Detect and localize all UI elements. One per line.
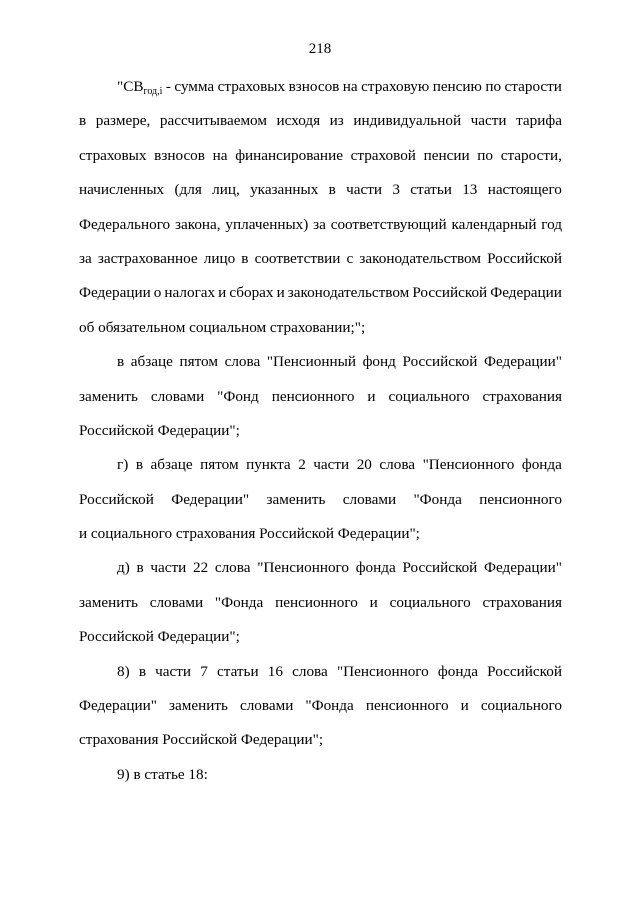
line-word: фонда xyxy=(355,559,396,577)
line-word: словами xyxy=(149,593,204,611)
line-word: части xyxy=(150,559,187,577)
line-word: абзаце xyxy=(150,456,193,474)
line-word: с xyxy=(346,249,354,267)
text-line: об обязательном социальном страховании;"; xyxy=(79,318,366,336)
line-word: слова xyxy=(224,353,261,371)
line-word: г) xyxy=(117,456,129,474)
line-word: статьи xyxy=(217,662,259,680)
line-word: по xyxy=(477,146,494,164)
line-word: статьи xyxy=(410,181,452,199)
line-word: Российской xyxy=(402,353,478,371)
line-word: 22 xyxy=(192,559,209,577)
line-word: фонда xyxy=(521,456,562,474)
line-word: исходя xyxy=(276,112,321,130)
page-number: 218 xyxy=(308,41,332,57)
line-word: заменить xyxy=(266,490,326,508)
line-word: сборах xyxy=(229,284,274,302)
line-word: 8) xyxy=(117,662,130,680)
line-word: за xyxy=(313,215,326,233)
line-word: заменить xyxy=(168,697,228,715)
line-word: социального xyxy=(480,697,562,715)
line-word: Российской xyxy=(412,284,488,302)
text-line xyxy=(79,380,562,414)
paragraph xyxy=(79,551,562,654)
line-word: Российской xyxy=(487,249,562,267)
line-word: части xyxy=(346,181,383,199)
line-word: социального xyxy=(389,593,471,611)
line-word: страховую xyxy=(361,78,430,95)
line-word: словами xyxy=(342,490,397,508)
text-line xyxy=(79,689,562,723)
line-word: части xyxy=(313,456,350,474)
line-word: старости xyxy=(504,78,562,95)
line-word: "Фонда xyxy=(305,697,354,715)
paragraph xyxy=(79,758,562,792)
text-line xyxy=(79,276,562,310)
line-word: соответствии xyxy=(254,249,341,267)
line-word: старости, xyxy=(500,146,562,164)
line-word: на xyxy=(342,78,358,95)
symbol-text: "СВ xyxy=(117,78,144,95)
line-word: 16 xyxy=(267,662,283,680)
line-word: Федерации xyxy=(490,284,562,302)
line-word: "Пенсионного xyxy=(336,662,429,680)
line-word: взносов xyxy=(154,146,205,164)
line-word: законодательством xyxy=(287,284,410,302)
line-word: в xyxy=(79,112,87,130)
text-line xyxy=(79,242,562,276)
text-line: 9) в статье 18: xyxy=(117,765,208,783)
line-word: и xyxy=(276,284,285,302)
line-word: в xyxy=(117,353,125,371)
line-word: фонда xyxy=(437,662,478,680)
line-word: тарифа xyxy=(516,112,562,130)
line-word: пенсионного xyxy=(479,490,562,508)
line-word: страховых xyxy=(79,146,147,164)
line-word: пенсию xyxy=(432,78,482,95)
line-word: 13 xyxy=(462,181,478,199)
line-word: страхования xyxy=(482,593,562,611)
line-word: - xyxy=(165,78,171,95)
text-line: страхования Российской Федерации"; xyxy=(79,731,324,749)
paragraph xyxy=(79,655,562,758)
line-word: пункта xyxy=(246,456,291,474)
line-word: в xyxy=(241,249,249,267)
line-word: социального xyxy=(388,387,470,405)
text-line: и социального страхования Российской Федерации"; xyxy=(79,525,420,543)
paragraph xyxy=(79,345,562,448)
line-word: "Фонда xyxy=(214,593,264,611)
line-word: пенсионного xyxy=(271,387,355,405)
line-word: пятом xyxy=(179,353,218,371)
symbol-subscript: год,i xyxy=(143,86,163,97)
line-word: 7 xyxy=(200,662,208,680)
line-word: пенсионного xyxy=(365,697,449,715)
line-word: и xyxy=(460,697,469,715)
line-word: заменить xyxy=(79,387,138,405)
line-word: "Пенсионного xyxy=(257,559,349,577)
line-word: 20 xyxy=(356,456,372,474)
line-word xyxy=(117,70,162,104)
line-word: 3 xyxy=(392,181,400,199)
text-line xyxy=(79,551,562,585)
line-word: "Пенсионного xyxy=(422,456,515,474)
text-line: Российской Федерации"; xyxy=(79,628,240,646)
line-word: за xyxy=(79,249,92,267)
line-word: Федерации" xyxy=(484,559,562,577)
line-word: пенсионного xyxy=(275,593,358,611)
line-word: заменить xyxy=(79,593,138,611)
line-word: слова xyxy=(379,456,416,474)
line-word: д) xyxy=(117,559,130,577)
line-word: словами xyxy=(150,387,205,405)
line-word: размере, xyxy=(95,112,151,130)
line-word: уплаченных) xyxy=(225,215,309,233)
text-line xyxy=(79,208,562,242)
line-word: "Фонд xyxy=(217,387,259,405)
line-word: финансирование xyxy=(235,146,343,164)
text-line xyxy=(79,104,562,138)
text-line xyxy=(79,448,562,482)
text-line xyxy=(79,655,562,689)
line-word: Российской xyxy=(487,662,562,680)
line-word: из xyxy=(329,112,344,130)
line-word: календарный xyxy=(451,215,537,233)
line-word: в xyxy=(138,662,146,680)
line-word: Федерации xyxy=(79,284,151,302)
text-line xyxy=(79,586,562,620)
line-word: закона, xyxy=(174,215,221,233)
text-line xyxy=(79,173,562,207)
text-line: Российской Федерации"; xyxy=(79,421,240,439)
line-word: страховых xyxy=(217,78,286,95)
text-line xyxy=(79,345,562,379)
line-word: рассчитываемом xyxy=(159,112,267,130)
line-word: Российской xyxy=(402,559,478,577)
line-word: и xyxy=(218,284,227,302)
line-word: указанных xyxy=(250,181,319,199)
line-word: страховой xyxy=(350,146,416,164)
line-word: Федерации" xyxy=(483,353,562,371)
line-word: Российской xyxy=(79,490,154,508)
paragraph xyxy=(79,448,562,551)
line-word: 2 xyxy=(298,456,306,474)
line-word: год xyxy=(541,215,562,233)
line-word: соответствующий xyxy=(330,215,447,233)
line-word: Федерации" xyxy=(171,490,250,508)
text-line xyxy=(79,139,562,173)
line-word: по xyxy=(485,78,502,95)
paragraph xyxy=(79,70,562,345)
line-word: и xyxy=(367,387,376,405)
line-word: слова xyxy=(214,559,251,577)
line-word: о xyxy=(153,284,162,302)
line-word: Федерального xyxy=(79,215,171,233)
line-word: в xyxy=(328,181,336,199)
line-word: начисленных xyxy=(79,181,165,199)
line-word: налогах xyxy=(164,284,216,302)
line-word: абзаце xyxy=(130,353,173,371)
line-word: и xyxy=(369,593,378,611)
line-word: (для xyxy=(174,181,202,199)
text-line xyxy=(79,70,562,104)
line-word: "Фонда xyxy=(413,490,462,508)
line-word: законодательством xyxy=(359,249,481,267)
line-word: части xyxy=(470,112,507,130)
document-body xyxy=(79,70,562,792)
line-word: индивидуальной xyxy=(353,112,462,130)
line-word: лицо xyxy=(203,249,236,267)
line-word: сумма xyxy=(174,78,215,95)
line-word: Федерации" xyxy=(79,697,157,715)
line-word: страхования xyxy=(482,387,562,405)
line-word: фонд xyxy=(362,353,396,371)
line-word: в xyxy=(136,559,144,577)
line-word: словами xyxy=(239,697,294,715)
line-word: пенсии xyxy=(423,146,470,164)
line-word: застрахованное xyxy=(97,249,198,267)
line-word: части xyxy=(155,662,192,680)
line-word: в xyxy=(135,456,143,474)
text-line xyxy=(79,483,562,517)
line-word: взносов xyxy=(288,78,340,95)
line-word: на xyxy=(212,146,228,164)
line-word: пятом xyxy=(200,456,239,474)
line-word: слова xyxy=(292,662,328,680)
line-word: лиц, xyxy=(212,181,240,199)
line-word: настоящего xyxy=(487,181,562,199)
line-word: "Пенсионный xyxy=(266,353,356,371)
